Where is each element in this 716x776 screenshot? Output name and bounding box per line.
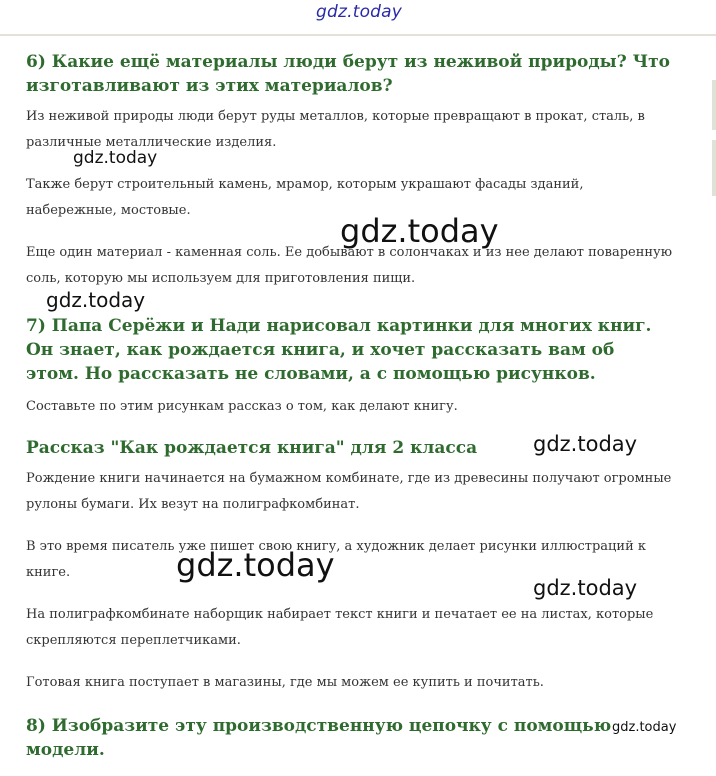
watermark: gdz.today: [73, 148, 158, 168]
watermark: gdz.today: [176, 546, 335, 584]
watermark: gdz.today: [533, 576, 638, 600]
question-6-heading: 6) Какие ещё материалы люди берут из неживой природы? Что изготавливают из этих материалов?: [26, 52, 670, 96]
watermark: gdz.today: [46, 288, 146, 312]
watermark: gdz.today: [340, 212, 499, 250]
story-paragraph: Готовая книга поступает в магазины, где мы можем ее купить и почитать.: [26, 675, 544, 690]
story-paragraph: В это время писатель уже пишет свою книгу, а художник делает рисунки иллюстраций к книге.: [26, 539, 646, 580]
q7-intro-paragraph: Составьте по этим рисункам рассказ о том, как делают книгу.: [26, 399, 458, 414]
q6-answer-paragraph: Также берут строительный камень, мрамор, которым украшают фасады зданий, набережные, мостовые.: [26, 177, 584, 218]
site-header: [0, 0, 716, 34]
sidebar-edge: [712, 80, 716, 130]
header-divider: [0, 34, 716, 36]
q6-answer-paragraph: Еще один материал - каменная соль. Ее добывают в солончаках и из нее делают поваренную соль, которую мы используем для приготовления пищи.: [26, 245, 673, 286]
story-paragraph: Рождение книги начинается на бумажном комбинате, где из древесины получают огромные рулоны бумаги. Их везут на полиграфкомбинат.: [26, 471, 672, 512]
story-paragraph: На полиграфкомбинате наборщик набирает текст книги и печатает ее на листах, которые скрепляются переплетчиками.: [26, 607, 654, 648]
q6-answer-paragraph: Из неживой природы люди берут руды металлов, которые превращают в прокат, сталь, в различные металлические изделия.: [26, 109, 645, 150]
watermark: gdz.today: [612, 720, 677, 735]
sidebar-edge: [712, 140, 716, 196]
site-logo[interactable]: gdz.today: [316, 2, 403, 22]
question-8-heading: 8) Изобразите эту производственную цепочку с помощью модели.: [26, 716, 612, 760]
story-heading: Рассказ "Как рождается книга" для 2 класса: [26, 438, 478, 458]
article-content: [26, 50, 678, 762]
watermark: gdz.today: [533, 432, 638, 456]
question-7-heading: 7) Папа Серёжи и Нади нарисовал картинки для многих книг. Он знает, как рождается книга, и хочет рассказать вам об этом. Но рассказать не словами, а с помощью рисунков.: [26, 316, 652, 384]
